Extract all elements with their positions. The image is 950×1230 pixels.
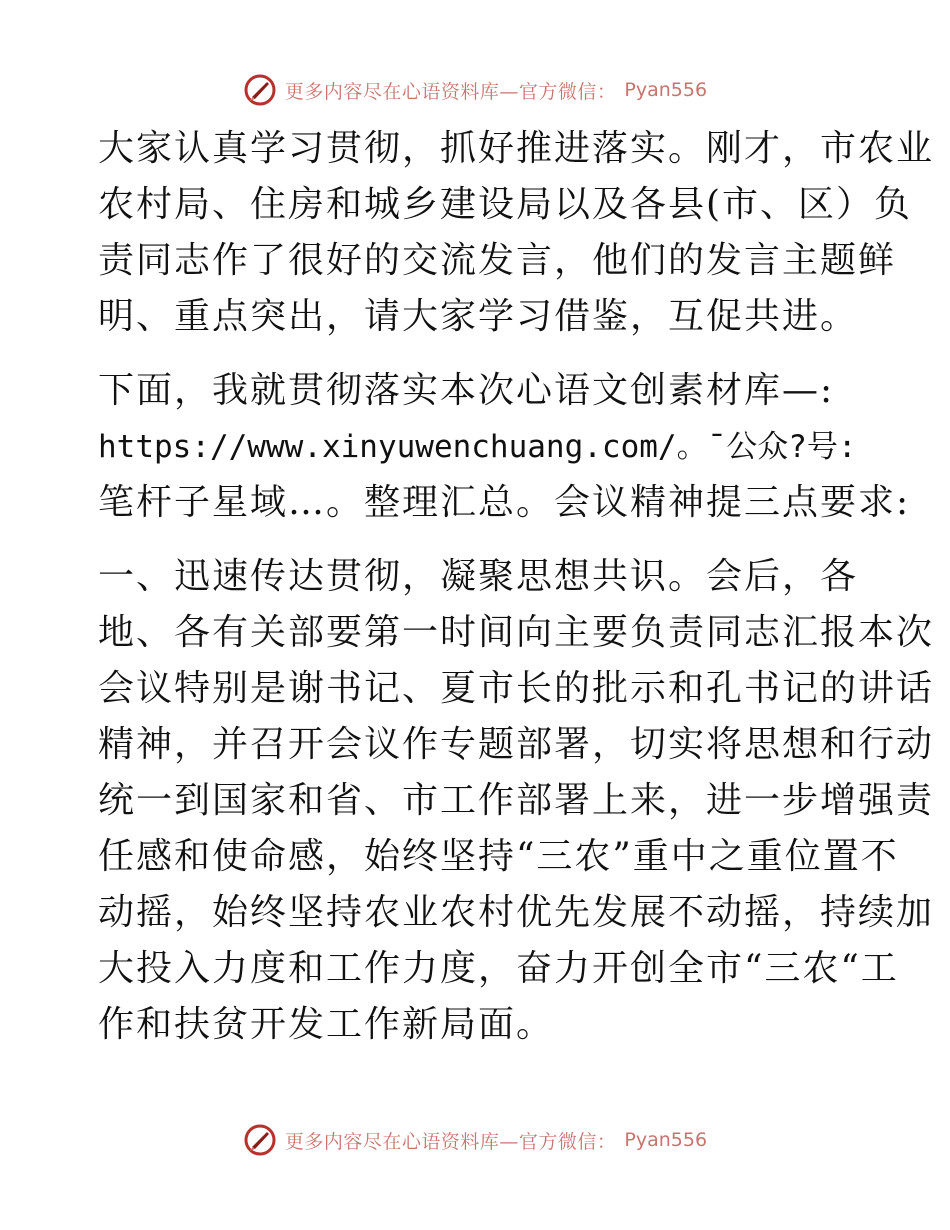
text-line: 任感和使命感，始终坚持“三农”重中之重位置不 [98,836,899,877]
text-line: 统一到国家和省、市工作部署上来，进一步增强责 [98,780,935,821]
watermark-handle: Pyan556 [624,79,708,101]
text-line-url: https://www.xinyuwenchuang.com/。¯公众?号: [98,429,857,465]
paragraph-1 [98,121,935,345]
paragraph-2 [98,363,911,531]
text-line: 农村局、住房和城乡建设局以及各县(市、区）负 [98,184,913,225]
text-line: 精神，并召开会议作专题部署，切实将思想和行动 [98,724,935,765]
text-line: 大投入力度和工作力度，奋力开创全市“三农“工 [98,948,899,989]
text-line: 会议特别是谢书记、夏市长的批示和孔书记的讲话 [98,668,935,709]
text-line: 一、迅速传达贯彻，凝聚思想共识。会后，各 [98,556,859,597]
text-line: 地、各有关部要第一时间向主要负责同志汇报本次 [98,612,935,653]
watermark-site-text: 更多内容尽在心语资料库—官方微信： [284,80,617,103]
text-line: 作和扶贫开发工作新局面。 [98,1004,555,1045]
watermark-site-text: 更多内容尽在心语资料库—官方微信： [284,1130,617,1153]
text-line: 动摇，始终坚持农业农村优先发展不动摇，持续加 [98,892,935,933]
footer-watermark [0,1120,950,1160]
text-line: 大家认真学习贯彻，抓好推进落实。刚才，市农业 [98,128,935,169]
text-line: 下面，我就贯彻落实本次心语文创素材库—: [98,370,835,411]
document-body [98,121,935,1071]
paragraph-3 [98,549,935,1053]
text-line: 明、重点突出，请大家学习借鉴，互促共进。 [98,296,859,337]
quill-circle-logo-icon [243,1123,277,1157]
text-line: 笔杆子星域…。整理汇总。会议精神提三点要求: [98,482,911,523]
text-line: 责同志作了很好的交流发言，他们的发言主题鲜 [98,240,897,281]
watermark-handle: Pyan556 [624,1129,708,1151]
header-watermark [0,70,950,110]
quill-circle-logo-icon [243,73,277,107]
